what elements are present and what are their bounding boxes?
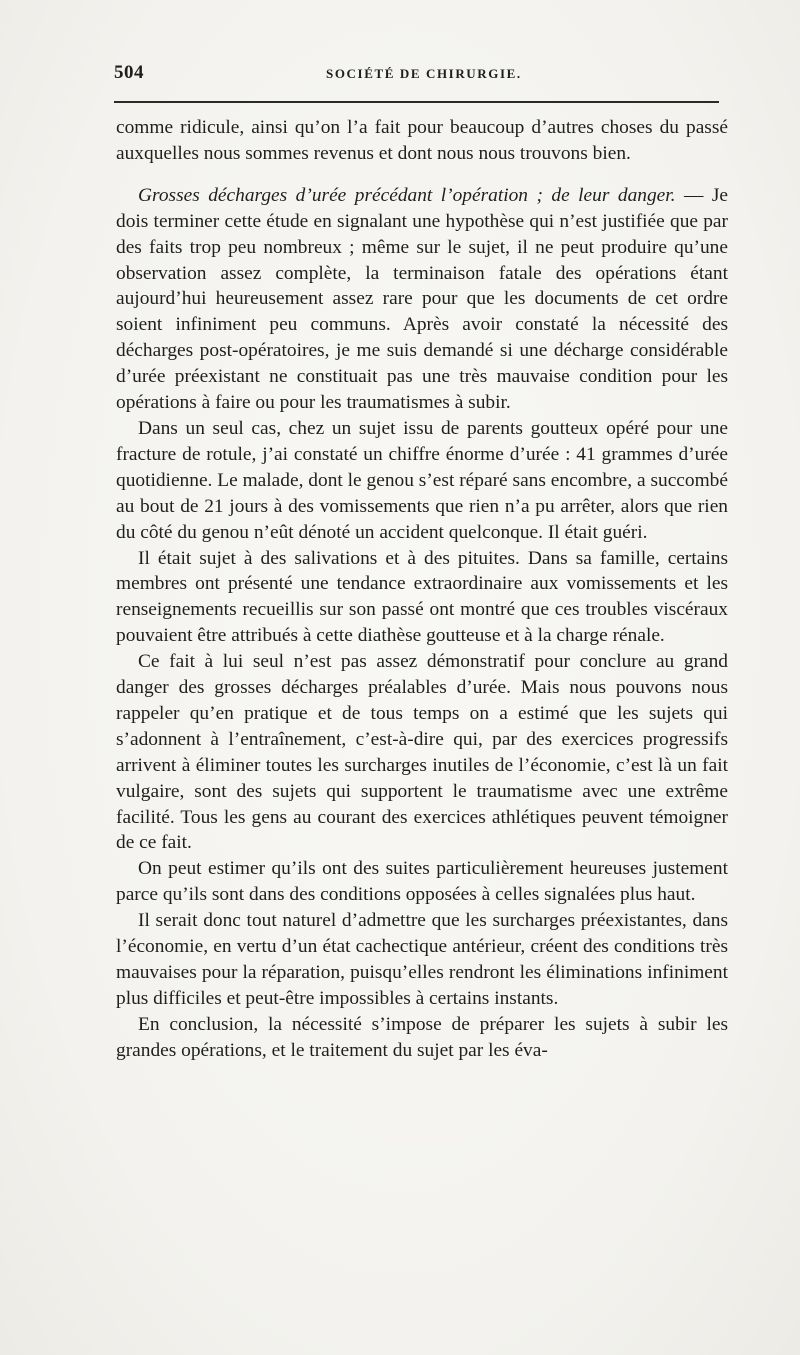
body-text (116, 115, 728, 1064)
paragraph: Il serait donc tout naturel d’admettre que les surcharges préexistantes, dans l’économie, en vertu d’un état cachectique antérieur, créent des conditions très mauvaises pour la réparation, puisqu’elles rendront les éliminations infiniment plus difficiles et peut-être impossibles à certains instants. (116, 910, 728, 1009)
paragraph: Ce fait à lui seul n’est pas assez démonstratif pour conclure au grand danger des grosses décharges préalables d’urée. Mais nous pouvons nous rappeler qu’en pratique et de tous temps on a estimé que les sujets qui s’adonnent à l’entraînement, c’est-à-dire qui, par des exercices progressifs arrivent à éliminer toutes les surcharges inutiles de l’économie, c’est là un fait vulgaire, sont des sujets qui supportent le traumatisme avec une extrême facilité. Tous les gens au courant des exercices athlétiques peuvent témoigner de ce fait. (116, 651, 728, 854)
paragraph: En conclusion, la nécessité s’impose de préparer les sujets à subir les grandes opérations, et le traitement du sujet par les éva- (116, 1013, 728, 1061)
page-header (114, 62, 719, 86)
section-heading: Grosses décharges d’urée précédant l’opération ; de leur danger. (138, 184, 676, 206)
running-head: SOCIÉTÉ DE CHIRURGIE. (326, 66, 522, 81)
header-rule (114, 101, 719, 103)
paragraph: Dans un seul cas, chez un sujet issu de parents goutteux opéré pour une fracture de rotule, j’ai constaté un chiffre énorme d’urée : 41 grammes d’urée quotidienne. Le malade, dont le genou s’est réparé sans encombre, a succombé au bout de 21 jours à des vomissements que rien n’a pu arrêter, alors que rien du côté du genou n’eût dénoté un accident quelconque. Il était guéri. (116, 417, 728, 543)
paragraph-text: — Je dois terminer cette étude en signalant une hypothèse qui n’est justifiée que par des faits trop peu nombreux ; même sur le sujet, il ne peut produire qu’une observation assez complète, la terminaison fatale des opérations étant aujourd’hui heureusement assez rare pour que les documents de cet ordre soient infiniment peu communs. Après avoir constaté la nécessité des décharges post-opératoires, je me suis demandé si une décharge considérable d’urée préexistant ne constituait pas une très mauvaise condition pour les opérations à faire ou pour les traumatismes à subir. (116, 184, 728, 414)
paragraph-section-intro (116, 183, 728, 416)
page-number: 504 (114, 62, 144, 83)
paragraph: Il était sujet à des salivations et à des pituites. Dans sa famille, certains membres ont présenté une tendance extraordinaire aux vomissements et les renseignements recueillis sur son passé ont montré que ces troubles viscéraux pouvaient être attribués à cette diathèse goutteuse et à la charge rénale. (116, 547, 728, 647)
paragraph-continuation: comme ridicule, ainsi qu’on l’a fait pour beaucoup d’autres choses du passé auxquelles nous sommes revenus et dont nous nous trouvons bien. (116, 117, 728, 164)
paragraph: On peut estimer qu’ils ont des suites particulièrement heureuses justement parce qu’ils sont dans des conditions opposées à celles signalées plus haut. (116, 858, 728, 906)
